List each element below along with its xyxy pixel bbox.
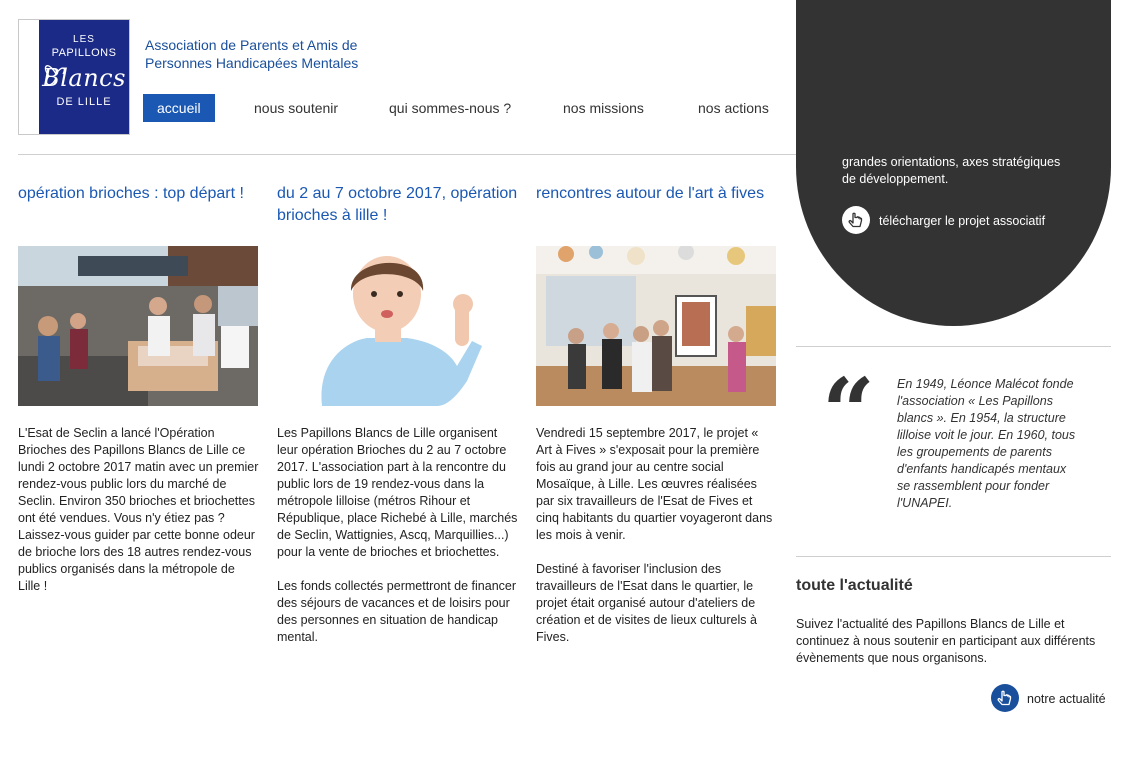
article-card: [536, 183, 777, 644]
nav-item-nos-actions[interactable]: nos actions: [698, 100, 769, 116]
article-card: [18, 183, 259, 593]
hand-pointer-icon[interactable]: [842, 206, 870, 234]
article-paragraph: Les Papillons Blancs de Lille organisent leur opération Brioches du 2 au 7 octobre 2017. L'association part à la rencontre du public lors de 19 rendez-vous dans la métropole lilloise (métros Rihour et République, place Richebé à Lille, marchés de Seclin, Wattignies, Ascq, Marquillies...) pour la vente de brioches et briochettes.: [277, 426, 518, 559]
news-link[interactable]: notre actualité: [1027, 692, 1106, 706]
hand-pointer-icon[interactable]: [991, 684, 1019, 712]
logo-mark: [39, 20, 129, 134]
article-card: [277, 183, 518, 644]
nav-item-nous-soutenir[interactable]: nous soutenir: [254, 100, 339, 116]
logo-text-delille: DE LILLE: [56, 96, 112, 108]
article-paragraph: Les fonds collectés permettront de financer des séjours de vacances et de loisirs pour des personnes en situation de handicap mental.: [277, 579, 517, 644]
quote-icon: “: [822, 358, 875, 466]
site-logo[interactable]: [18, 19, 130, 135]
article-title[interactable]: rencontres autour de l'art à fives: [536, 185, 765, 202]
article-paragraph: Destiné à favoriser l'inclusion des travailleurs de l'Esat dans le quartier, le projet était organisé autour d'ateliers de création et de visites de lieux culturels à Fives.: [536, 562, 757, 644]
sidebar-divider: [796, 346, 1111, 347]
article-image-child[interactable]: [277, 246, 517, 406]
logo-text-les: LES: [73, 34, 95, 45]
article-image-market[interactable]: [18, 246, 258, 406]
history-quote: En 1949, Léonce Malécot fonde l'association « Les Papillons blancs ». En 1954, la structure lilloise voit le jour. En 1960, tous les groupements de parents d'enfants handicapés mentaux se rassemblent pour fonder l'UNAPEI.: [897, 377, 1076, 510]
logo-text-blancs: Blancs: [42, 64, 126, 92]
article-excerpt: [277, 425, 518, 663]
project-text: grandes orientations, axes stratégiques de développement.: [842, 155, 1061, 186]
project-panel: [796, 0, 1111, 326]
nav-item-nos-missions[interactable]: nos missions: [563, 100, 644, 116]
news-description: Suivez l'actualité des Papillons Blancs de Lille et continuez à nous soutenir en participant aux différents évènements que nous organisons.: [796, 617, 1096, 665]
article-excerpt: [536, 425, 777, 663]
association-tagline: [145, 36, 358, 72]
article-excerpt: [18, 425, 259, 612]
download-project-link[interactable]: télécharger le projet associatif: [879, 214, 1046, 228]
article-image-exhibition[interactable]: [536, 246, 776, 406]
article-title[interactable]: du 2 au 7 octobre 2017, opération brioches à lille !: [277, 185, 518, 224]
nav-item-accueil[interactable]: accueil: [143, 94, 215, 122]
tagline-line-1: Association de Parents et Amis de: [145, 37, 358, 53]
article-paragraph: Vendredi 15 septembre 2017, le projet « Art à Fives » s'exposait pour la première fois au grand jour au centre social Mosaïque, à Lille. Les œuvres réalisées par six travailleurs de l'Esat de Fives et cinq habitants du quartier voyageront dans les mois à venir.: [536, 426, 773, 542]
article-title[interactable]: opération brioches : top départ !: [18, 185, 244, 202]
news-heading: toute l'actualité: [796, 577, 913, 594]
article-paragraph: L'Esat de Seclin a lancé l'Opération Brioches des Papillons Blancs de Lille ce lundi 2 octobre 2017 matin avec un premier rendez-vous public lors du marché de Seclin. Environ 350 brioches et briochettes ont été vendues. Vous n'y étiez pas ? Laissez-vous guider par cette bonne odeur de brioche lors des 18 autres rendez-vous publics organisés dans la métropole de Lille !: [18, 426, 259, 593]
logo-text-papillons: PAPILLONS: [51, 47, 117, 59]
sidebar-divider: [796, 556, 1111, 557]
nav-item-qui-sommes-nous[interactable]: qui sommes-nous ?: [389, 100, 512, 116]
tagline-line-2: Personnes Handicapées Mentales: [145, 55, 359, 71]
